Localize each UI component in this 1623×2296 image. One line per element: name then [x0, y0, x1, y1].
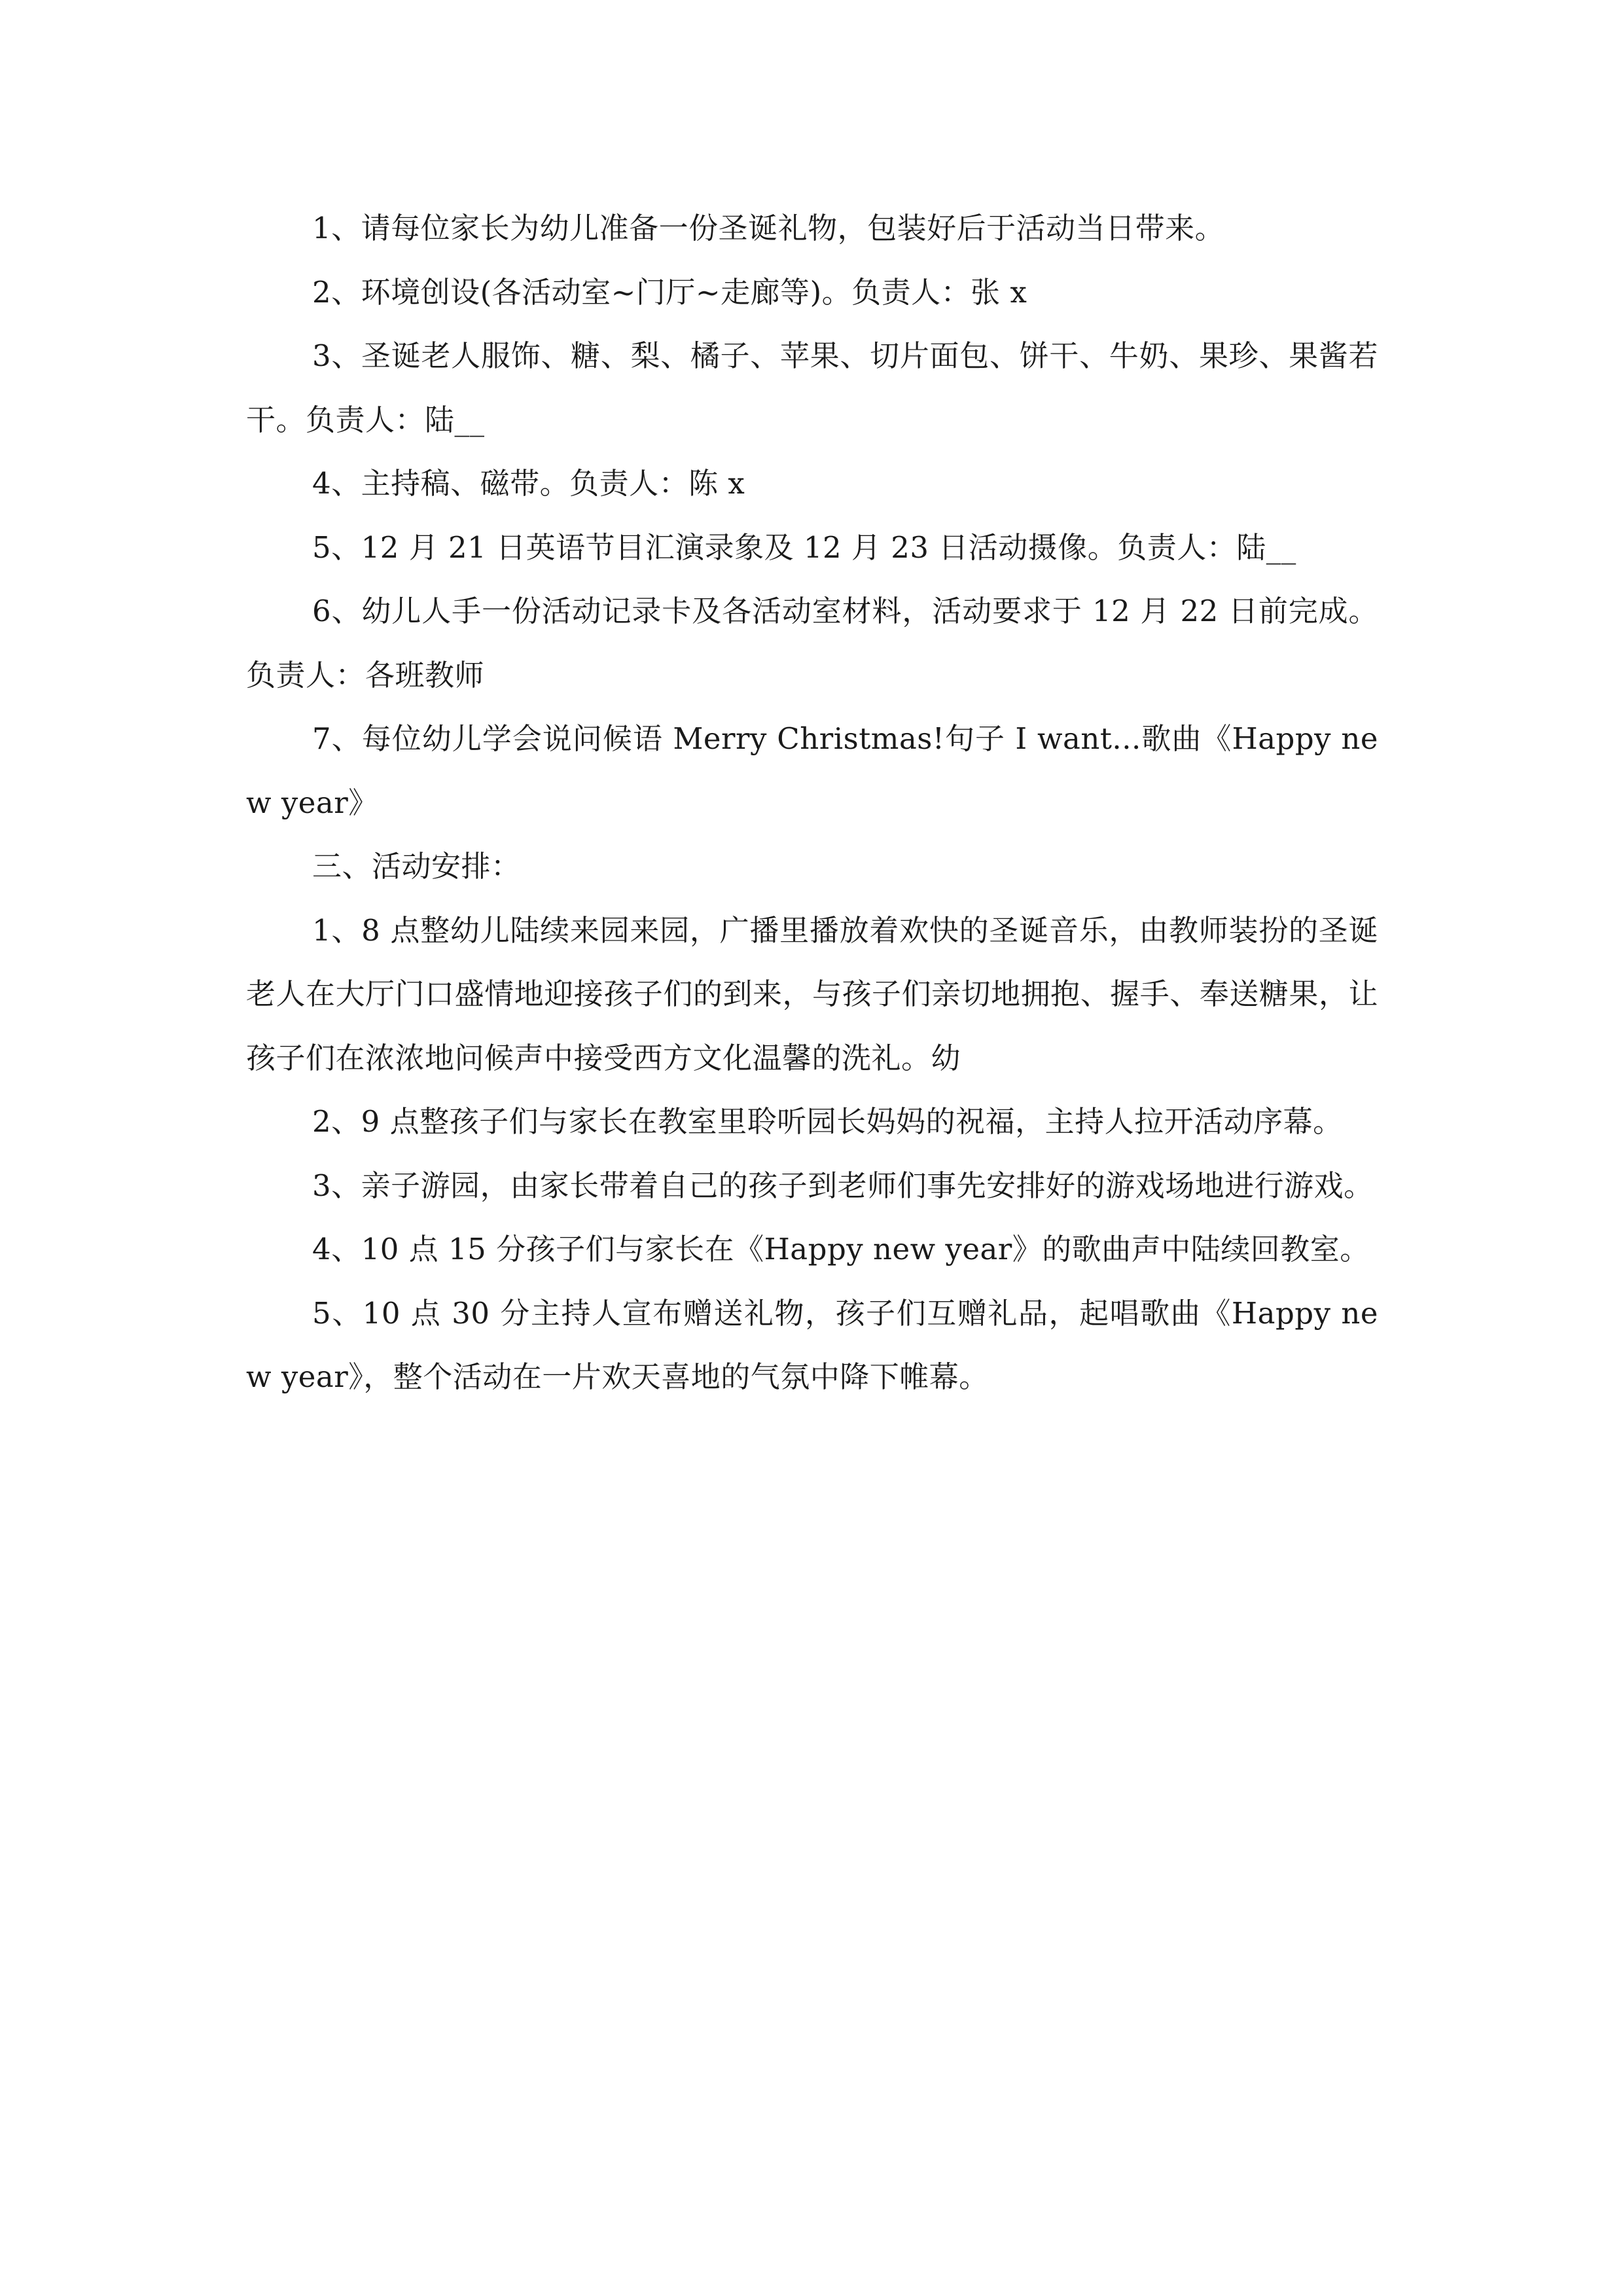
document-body	[246, 196, 1378, 1409]
paragraph-schedule-2: 2、9 点整孩子们与家长在教室里聆听园长妈妈的祝福，主持人拉开活动序幕。	[312, 1104, 1343, 1139]
paragraph-prep-7: 7、每位幼儿学会说问候语 Merry Christmas!句子 I want...歌曲《Happy new year》	[246, 721, 1378, 820]
paragraph-schedule-3: 3、亲子游园，由家长带着自己的孩子到老师们事先安排好的游戏场地进行游戏。	[312, 1168, 1374, 1203]
paragraph-prep-5: 5、12 月 21 日英语节目汇演录象及 12 月 23 日活动摄像。负责人：陆__	[312, 529, 1296, 565]
paragraph-schedule-4: 4、10 点 15 分孩子们与家长在《Happy new year》的歌曲声中陆续回教室。	[312, 1232, 1370, 1266]
paragraph-schedule-5: 5、10 点 30 分主持人宣布赠送礼物，孩子们互赠礼品，起唱歌曲《Happy new year》，整个活动在一片欢天喜地的气氛中降下帷幕。	[246, 1295, 1378, 1394]
paragraph-prep-3: 3、圣诞老人服饰、糖、梨、橘子、苹果、切片面包、饼干、牛奶、果珍、果酱若干。负责人：陆__	[246, 338, 1378, 437]
paragraph-prep-6: 6、幼儿人手一份活动记录卡及各活动室材料，活动要求于 12 月 22 日前完成。负责人：各班教师	[246, 594, 1378, 692]
paragraph-prep-2: 2、环境创设(各活动室~门厅~走廊等)。负责人：张 x	[312, 274, 1027, 310]
paragraph-prep-4: 4、主持稿、磁带。负责人：陈 x	[312, 466, 745, 501]
paragraph-prep-1: 1、请每位家长为幼儿准备一份圣诞礼物，包装好后于活动当日带来。	[312, 211, 1225, 245]
section-heading-activity-schedule: 三、活动安排：	[312, 849, 521, 884]
paragraph-schedule-1: 1、8 点整幼儿陆续来园来园，广播里播放着欢快的圣诞音乐，由教师装扮的圣诞老人在大厅门口盛情地迎接孩子们的到来，与孩子们亲切地拥抱、握手、奉送糖果，让孩子们在浓浓地问候声中接受西方文化温馨的洗礼。幼	[246, 912, 1378, 1075]
